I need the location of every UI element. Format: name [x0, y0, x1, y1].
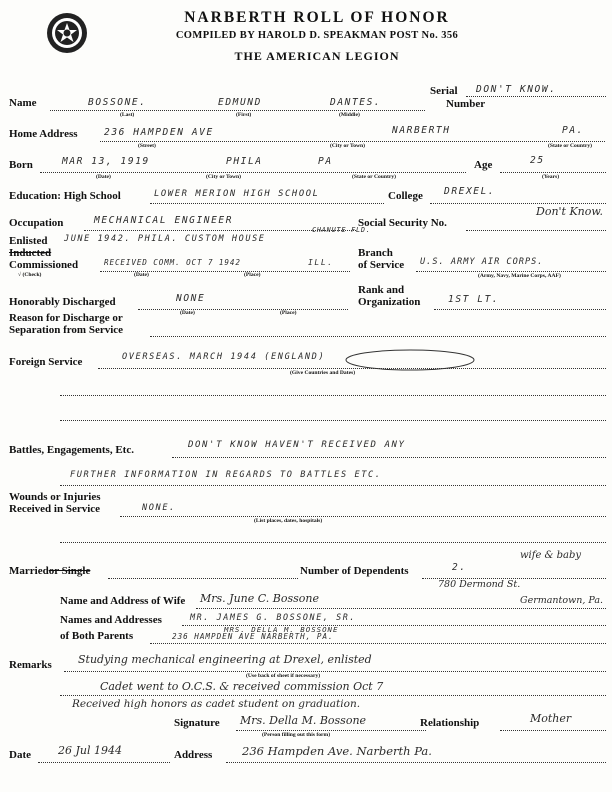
years-hint: (Years): [542, 174, 560, 180]
date-hint: (Date): [96, 174, 111, 180]
inducted-label: Inducted: [9, 247, 52, 259]
commissioned-place-value: ILL.: [308, 258, 334, 267]
first-hint: (First): [236, 112, 252, 118]
middle-name-value: DANTES.: [330, 97, 382, 108]
ssn-label: Social Security No.: [358, 217, 447, 229]
ssn-value: Don't Know.: [536, 205, 603, 218]
born-label: Born: [9, 159, 33, 171]
wounds-hint: (List places, dates, hospitals): [254, 518, 323, 524]
wife-address-value-1: 780 Dermond St.: [438, 579, 521, 590]
wounds-value: NONE.: [142, 503, 176, 513]
dependents-value: 2.: [452, 562, 467, 573]
city-hint: (City or Town): [330, 143, 366, 149]
last-name-value: BOSSONE.: [88, 97, 147, 108]
remarks-value-2: Cadet went to O.C.S. & received commission Oct 7: [100, 680, 384, 693]
home-address-label: Home Address: [9, 128, 78, 140]
city-hint-2: (City or Town): [206, 174, 242, 180]
branch-hint: (Army, Navy, Marine Corps, AAF): [478, 273, 561, 279]
place-hint: (Place): [244, 272, 261, 278]
city-value: NARBERTH: [392, 125, 451, 136]
date-label: Date: [9, 749, 31, 761]
legion-emblem-icon: [46, 12, 88, 54]
number-label: Number: [446, 98, 486, 110]
age-value: 25: [530, 155, 545, 166]
signature-hint: (Person filling out this form): [262, 732, 331, 738]
middle-hint: (Middle): [339, 112, 360, 118]
remarks-value-3: Received high honors as cadet student on graduation.: [72, 698, 361, 710]
commissioned-value: RECEIVED COMM. OCT 7 1942: [104, 258, 241, 267]
wounds-label-2: Received in Service: [9, 503, 101, 515]
parent-1-value: MR. JAMES G. BOSSONE, SR.: [190, 612, 357, 622]
serial-value: DON'T KNOW.: [476, 84, 557, 95]
date-hint-2: (Date): [134, 272, 149, 278]
education-label: Education: High School: [9, 190, 121, 202]
born-date-value: MAR 13, 1919: [62, 156, 150, 167]
branch-value: U.S. ARMY AIR CORPS.: [420, 257, 544, 267]
battles-value-2: FURTHER INFORMATION IN REGARDS TO BATTLES ETC.: [70, 470, 382, 480]
form-title: NARBERTH ROLL OF HONOR: [184, 9, 450, 26]
relationship-label: Relationship: [420, 717, 480, 729]
discharged-value: NONE: [176, 293, 206, 304]
chanute-value: CHANUTE FLD.: [312, 226, 371, 234]
married-text: Married: [9, 565, 49, 577]
parents-label-1: Names and Addresses: [60, 614, 162, 626]
wounds-label-1: Wounds or Injuries: [9, 491, 101, 503]
single-text: or Single: [48, 565, 91, 577]
college-value: DREXEL.: [444, 186, 496, 197]
street-value: 236 HAMPDEN AVE: [104, 127, 214, 138]
rank-value: 1ST LT.: [448, 294, 500, 305]
compiled-by: COMPILED BY HAROLD D. SPEAKMAN POST No. 356: [175, 30, 459, 41]
battles-value-1: DON'T KNOW HAVEN'T RECEIVED ANY: [188, 440, 406, 450]
discharged-label: Honorably Discharged: [9, 296, 116, 308]
relationship-value: Mother: [530, 712, 572, 725]
foreign-service-value: OVERSEAS. MARCH 1944 (ENGLAND): [122, 352, 326, 362]
reason-label-1: Reason for Discharge or: [9, 312, 123, 324]
remarks-value-1: Studying mechanical engineering at Drexel, enlisted: [78, 653, 372, 666]
rank-label: Rank and: [358, 284, 405, 296]
street-hint: (Street): [138, 143, 156, 149]
remarks-label: Remarks: [9, 659, 52, 671]
enlisted-label: Enlisted: [9, 235, 48, 247]
enlisted-value: JUNE 1942. PHILA. CUSTOM HOUSE: [64, 234, 266, 244]
occupation-value: MECHANICAL ENGINEER: [94, 215, 234, 226]
england-circle-icon: [344, 348, 476, 372]
legion-name: THE AMERICAN LEGION: [234, 49, 400, 63]
dependents-note: wife & baby: [520, 550, 582, 561]
reason-label-2: Separation from Service: [9, 324, 124, 336]
check-hint: √ (Check): [18, 272, 42, 278]
foreign-hint: (Give Countries and Dates): [290, 370, 356, 376]
married-label: [9, 565, 90, 577]
of-service-label: of Service: [358, 259, 405, 271]
parent-2-value: MRS. DELLA M. BOSSONE: [224, 625, 339, 634]
first-name-value: EDMUND: [218, 97, 262, 108]
college-label: College: [388, 190, 423, 202]
wife-label: Name and Address of Wife: [60, 595, 186, 607]
address-value: 236 Hampden Ave. Narberth Pa.: [242, 744, 432, 758]
date-hint-3: (Date): [180, 310, 195, 316]
parents-address-value: 236 HAMPDEN AVE NARBERTH, PA.: [172, 632, 334, 641]
signature-value: Mrs. Della M. Bossone: [240, 714, 367, 727]
born-state-value: PA: [318, 156, 333, 167]
last-hint: (Last): [120, 112, 135, 118]
state-hint: (State or Country): [548, 143, 593, 149]
state-hint-2: (State or Country): [352, 174, 397, 180]
foreign-service-label: Foreign Service: [9, 356, 83, 368]
wife-name-value: Mrs. June C. Bossone: [200, 592, 319, 605]
signature-label: Signature: [174, 717, 220, 729]
state-value: PA.: [562, 125, 584, 136]
branch-label: Branch: [358, 247, 393, 259]
wife-address-value-2: Germantown, Pa.: [520, 595, 604, 606]
occupation-label: Occupation: [9, 217, 64, 229]
serial-label: Serial: [430, 85, 458, 97]
date-value: 26 Jul 1944: [58, 744, 122, 757]
commissioned-label: Commissioned: [9, 259, 79, 271]
battles-label: Battles, Engagements, Etc.: [9, 444, 134, 456]
age-label: Age: [474, 159, 493, 171]
parents-label-2: of Both Parents: [60, 630, 134, 642]
place-hint-2: (Place): [280, 310, 297, 316]
born-city-value: PHILA: [226, 156, 263, 167]
remarks-hint: (Use back of sheet if necessary): [246, 673, 321, 679]
address-label: Address: [174, 749, 213, 761]
dependents-label: Number of Dependents: [300, 565, 409, 577]
name-label: Name: [9, 97, 37, 109]
high-school-value: LOWER MERION HIGH SCHOOL: [154, 189, 320, 199]
organization-label: Organization: [358, 296, 421, 308]
